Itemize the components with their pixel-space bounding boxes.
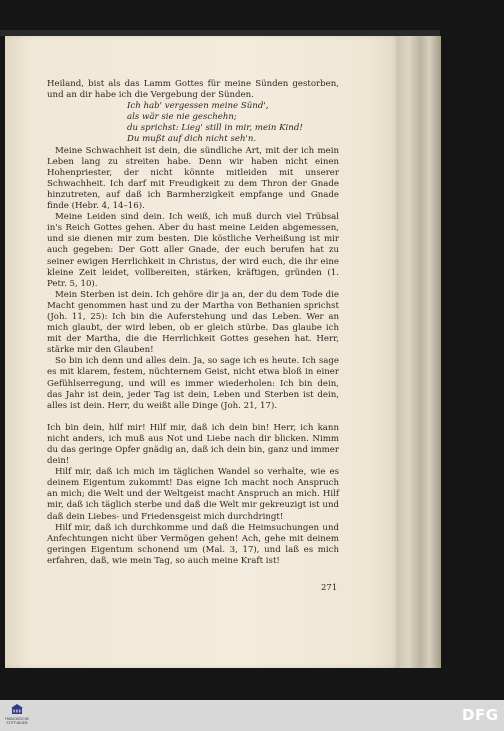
paragraph: Meine Leiden sind dein. Ich weiß, ich muß durch viel Trübsal in's Reich Gottes gehen. Aber du hast meine Leiden abgemessen, und sie dienen mir zum besten. Die köstliche Verheißung ist mir auch gegeben: Der Gott aller Gnade, der euch berufen hat zu seiner ewigen Herrlichkeit in Christus, der wird euch, die ihr eine kleine Zeit leidet, vollbereiten, stärken, kräftigen, gründen (1. Petr. 5, 10). — [47, 212, 339, 289]
verse-line: Du mußt auf dich nicht seh'n. — [127, 134, 257, 145]
page-number: 271 — [321, 583, 338, 593]
paragraph: Ich bin dein, hilf mir! Hilf mir, daß ich dein bin! Herr, ich kann nicht anders, ich muß aus Not und Liebe nach dir blicken. Nimm du das geringe Opfer gnädig an, daß ich dein bin, ganz und immer dein! — [47, 422, 339, 467]
logo-text: FRANCKESCHE — [4, 717, 30, 721]
paragraph: Heiland, bist als das Lamm Gottes für meine Sünden gestorben, und an dir habe ich die Vergebung der Sünden. — [47, 79, 339, 101]
footer-bar — [0, 700, 504, 731]
page-edges — [395, 36, 441, 668]
verse-block — [127, 101, 339, 145]
paragraph: Mein Sterben ist dein. Ich gehöre dir ja an, der du dem Tode die Macht genommen hast und zu der Martha von Bethanien sprichst (Joh. 11, 25): Ich bin die Auferstehung und das Leben. Wer an mich glaubt, der wird leben, ob er gleich stürbe. Das glaube ich mit der Martha, die die Herrlichkeit Gottes gesehen hat. Herr, stärke mir den Glauben! — [47, 289, 339, 356]
section-gap — [47, 412, 339, 423]
verse-line: du sprichst: Lieg' still in mir, mein Kind! — [127, 123, 303, 134]
verse-line: Ich hab' vergessen meine Sünd', — [127, 101, 269, 112]
page-text — [47, 79, 339, 567]
paragraph: So bin ich denn und alles dein. Ja, so sage ich es heute. Ich sage es mit klarem, festem, nüchternem Geist, nicht etwa bloß in einer Gefühlserregung, und will es immer wiederholen: Ich bin dein, das Jahr ist dein, jeder Tag ist dein, Leben und Sterben ist dein, alles ist dein. Herr, du weißt alle Dinge (Joh. 21, 17). — [47, 356, 339, 411]
logo-text: STIFTUNGEN — [6, 721, 28, 725]
building-icon — [11, 703, 23, 715]
dfg-logo[interactable]: DFG — [462, 706, 499, 724]
paragraph: Hilf mir, daß ich durchkomme und daß die Heimsuchungen und Anfechtungen nicht über Vermögen gehen! Ach, gehe mit deinem geringen Eigentum schonend um (Mal. 3, 17), und laß es mich erfahren, daß, wie mein Tag, so auch meine Kraft ist! — [47, 522, 339, 566]
paragraph: Meine Schwachheit ist dein, die sündliche Art, mit der ich mein Leben lang zu streiten habe. Denn wir haben nicht einen Hohenpriester, der nicht könnte mitleiden mit unserer Schwachheit. Ich darf mit Freudigkeit zu dem Thron der Gnade hinzutreten, auf daß ich Barmherzigkeit empfange und Gnade finde (Hebr. 4, 14–16). — [47, 145, 339, 212]
verse-line: als wär sie nie geschehn; — [127, 112, 237, 123]
paragraph: Hilf mir, daß ich mich im täglichen Wandel so verhalte, wie es deinem Eigentum zukommt! Das eigne Ich macht noch Anspruch an mich; die Welt und der Weltgeist macht Anspruch an mich. Hilf mir, daß ich täglich sterbe und daß die Welt mir gekreuzigt ist und daß dein Liebes- und Friedensgeist mich durchdringt! — [47, 467, 339, 522]
francke-logo[interactable] — [2, 702, 32, 729]
